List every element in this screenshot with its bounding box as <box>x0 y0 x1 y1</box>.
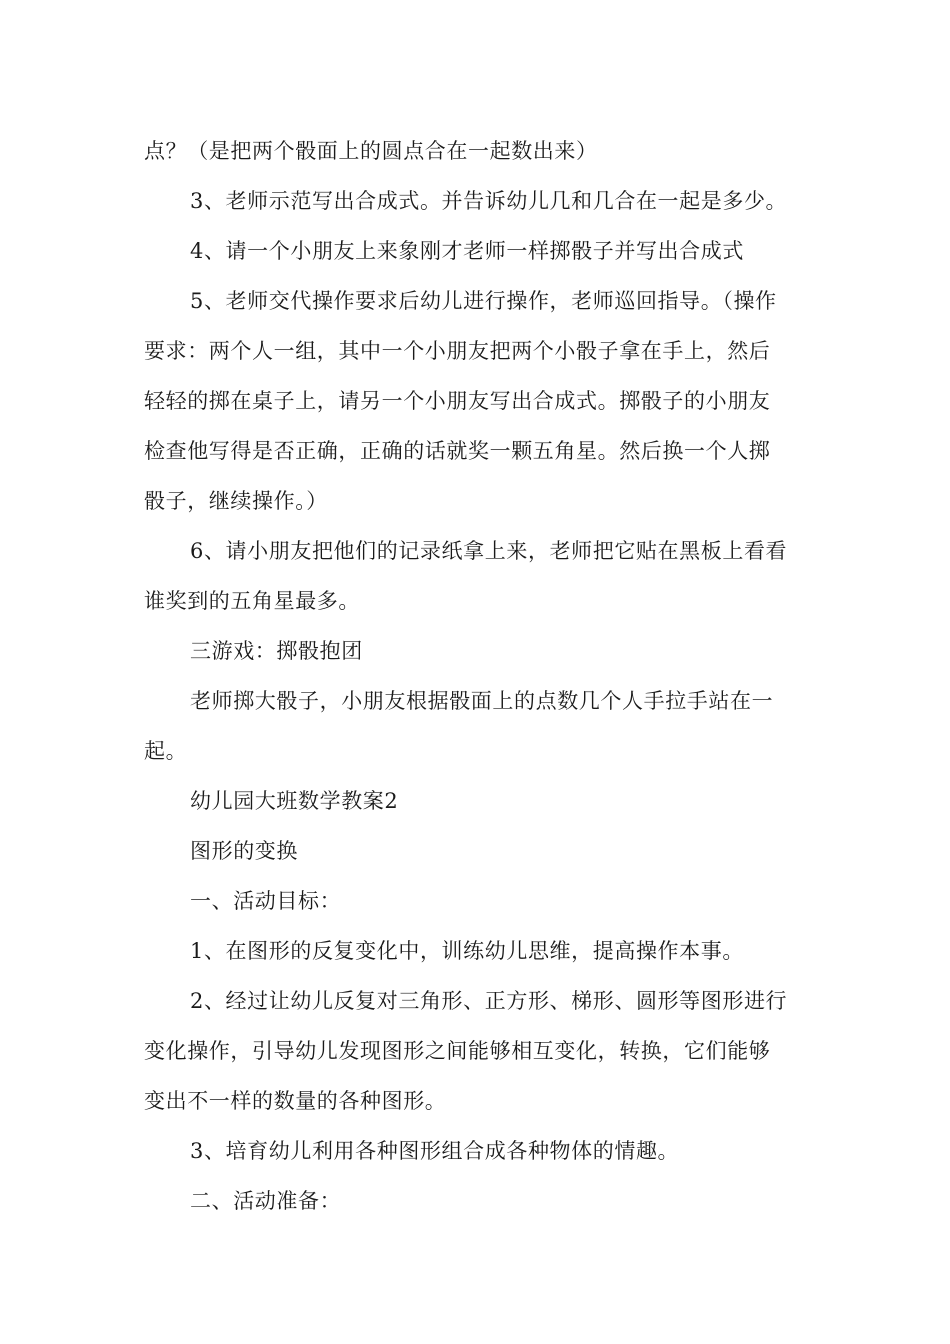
document-title: 幼儿园大班数学教案2 <box>190 789 399 813</box>
lesson-title: 图形的变换 <box>190 839 298 863</box>
text-line: 3、培育幼儿利用各种图形组合成各种物体的情趣。 <box>190 1139 680 1163</box>
text-line: 要求：两个人一组，其中一个小朋友把两个小骰子拿在手上，然后 <box>144 339 771 363</box>
text-line: 点？（是把两个骰面上的圆点合在一起数出来） <box>144 139 598 163</box>
text-line: 变出不一样的数量的各种图形。 <box>144 1089 447 1113</box>
text-line: 检查他写得是否正确，正确的话就奖一颗五角星。然后换一个人掷 <box>144 439 771 463</box>
text-line: 老师掷大骰子，小朋友根据骰面上的点数几个人手拉手站在一 <box>190 689 774 713</box>
text-line: 起。 <box>144 739 188 763</box>
section-heading: 二、活动准备： <box>190 1189 342 1213</box>
text-line: 轻轻的掷在桌子上，请另一个小朋友写出合成式。掷骰子的小朋友 <box>144 389 771 413</box>
text-line: 1、在图形的反复变化中，训练幼儿思维，提高操作本事。 <box>190 939 744 963</box>
section-heading: 一、活动目标： <box>190 889 342 913</box>
text-line: 变化操作，引导幼儿发现图形之间能够相互变化，转换，它们能够 <box>144 1039 771 1063</box>
text-line: 谁奖到的五角星最多。 <box>144 589 360 613</box>
text-line: 3、老师示范写出合成式。并告诉幼儿几和几合在一起是多少。 <box>190 189 788 213</box>
text-line: 4、请一个小朋友上来象刚才老师一样掷骰子并写出合成式 <box>190 239 744 263</box>
text-line: 骰子，继续操作。） <box>144 489 328 513</box>
text-line: 2、经过让幼儿反复对三角形、正方形、梯形、圆形等图形进行 <box>190 989 788 1013</box>
text-line: 5、老师交代操作要求后幼儿进行操作，老师巡回指导。（操作 <box>190 289 777 313</box>
text-line: 6、请小朋友把他们的记录纸拿上来，老师把它贴在黑板上看看 <box>190 539 788 563</box>
section-heading: 三游戏：掷骰抱团 <box>190 639 363 663</box>
